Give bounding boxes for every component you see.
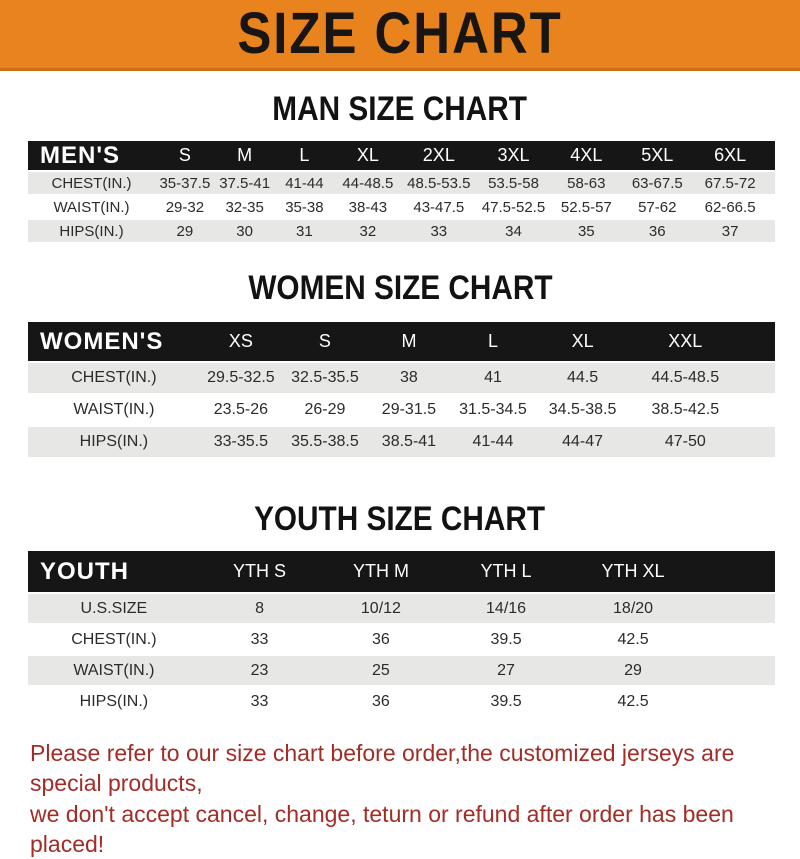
row-label: HIPS(IN.) — [28, 687, 200, 718]
size-value-cell: 32-35 — [215, 196, 275, 220]
size-value-cell: 10/12 — [319, 594, 442, 625]
size-value-cell: 8 — [200, 594, 320, 625]
spacer-cell — [741, 395, 775, 427]
size-value-cell: 35-37.5 — [155, 172, 215, 196]
size-value-cell: 36 — [319, 687, 442, 718]
size-value-cell: 34.5-38.5 — [536, 395, 629, 427]
spacer-cell — [741, 322, 775, 363]
size-chart-banner — [0, 0, 800, 71]
size-column-header: XL — [536, 322, 629, 363]
size-value-cell: 57-62 — [622, 196, 693, 220]
spacer-cell — [767, 141, 775, 172]
size-value-cell: 63-67.5 — [622, 172, 693, 196]
size-value-cell: 38-43 — [334, 196, 401, 220]
mens-size-table — [28, 141, 775, 244]
size-value-cell: 32.5-35.5 — [282, 363, 368, 395]
spacer-cell — [697, 687, 775, 718]
size-value-cell: 36 — [319, 625, 442, 656]
size-value-cell: 33 — [200, 625, 320, 656]
row-label: HIPS(IN.) — [28, 220, 155, 244]
row-label: WAIST(IN.) — [28, 656, 200, 687]
size-value-cell: 44.5 — [536, 363, 629, 395]
size-column-header: S — [282, 322, 368, 363]
womens-header-label: WOMEN'S — [28, 322, 200, 363]
size-value-cell: 36 — [622, 220, 693, 244]
size-value-cell: 41-44 — [450, 427, 536, 459]
size-column-header: S — [155, 141, 215, 172]
size-value-cell: 44-47 — [536, 427, 629, 459]
size-value-cell: 62-66.5 — [693, 196, 768, 220]
youth-section-heading: YOUTH SIZE CHART — [254, 498, 546, 539]
size-value-cell: 44.5-48.5 — [629, 363, 741, 395]
disclaimer-line-1: Please refer to our size chart before order,the customized jerseys are special products, — [30, 740, 735, 797]
row-label: U.S.SIZE — [28, 594, 200, 625]
size-value-cell: 38 — [368, 363, 450, 395]
size-value-cell: 47.5-52.5 — [476, 196, 551, 220]
spacer-cell — [767, 172, 775, 196]
size-value-cell: 42.5 — [570, 687, 697, 718]
mens-header-label: MEN'S — [28, 141, 155, 172]
row-label: WAIST(IN.) — [28, 196, 155, 220]
size-value-cell: 33 — [200, 687, 320, 718]
spacer-cell — [697, 656, 775, 687]
order-disclaimer — [0, 738, 800, 859]
mens-section-heading: MAN SIZE CHART — [272, 88, 528, 129]
table-row — [28, 427, 775, 459]
size-value-cell: 35 — [551, 220, 622, 244]
spacer-cell — [741, 363, 775, 395]
mens-header-row — [28, 141, 775, 172]
size-value-cell: 27 — [443, 656, 570, 687]
size-value-cell: 48.5-53.5 — [401, 172, 476, 196]
size-value-cell: 29.5-32.5 — [200, 363, 282, 395]
size-value-cell: 34 — [476, 220, 551, 244]
table-row — [28, 363, 775, 395]
size-column-header: YTH M — [319, 551, 442, 594]
row-label: WAIST(IN.) — [28, 395, 200, 427]
size-value-cell: 18/20 — [570, 594, 697, 625]
size-column-header: 4XL — [551, 141, 622, 172]
size-value-cell: 35-38 — [275, 196, 335, 220]
size-value-cell: 23 — [200, 656, 320, 687]
size-value-cell: 29-31.5 — [368, 395, 450, 427]
youth-header-row — [28, 551, 775, 594]
size-column-header: YTH S — [200, 551, 320, 594]
size-value-cell: 58-63 — [551, 172, 622, 196]
size-value-cell: 41-44 — [275, 172, 335, 196]
size-value-cell: 37 — [693, 220, 768, 244]
size-column-header: L — [450, 322, 536, 363]
size-value-cell: 33 — [401, 220, 476, 244]
table-row — [28, 625, 775, 656]
size-value-cell: 39.5 — [443, 687, 570, 718]
size-value-cell: 35.5-38.5 — [282, 427, 368, 459]
banner-title: SIZE CHART — [237, 1, 563, 67]
table-row — [28, 172, 775, 196]
table-row — [28, 656, 775, 687]
size-column-header: YTH XL — [570, 551, 697, 594]
spacer-cell — [697, 594, 775, 625]
womens-section-heading: WOMEN SIZE CHART — [247, 267, 553, 308]
row-label: CHEST(IN.) — [28, 363, 200, 395]
row-label: HIPS(IN.) — [28, 427, 200, 459]
size-value-cell: 30 — [215, 220, 275, 244]
size-value-cell: 53.5-58 — [476, 172, 551, 196]
size-value-cell: 38.5-42.5 — [629, 395, 741, 427]
size-value-cell: 23.5-26 — [200, 395, 282, 427]
size-value-cell: 33-35.5 — [200, 427, 282, 459]
size-value-cell: 41 — [450, 363, 536, 395]
size-value-cell: 43-47.5 — [401, 196, 476, 220]
size-value-cell: 29 — [570, 656, 697, 687]
size-column-header: 2XL — [401, 141, 476, 172]
youth-size-table — [28, 551, 775, 718]
disclaimer-line-2: we don't accept cancel, change, teturn or refund after order has been placed! — [30, 800, 734, 858]
size-value-cell: 67.5-72 — [693, 172, 768, 196]
size-value-cell: 14/16 — [443, 594, 570, 625]
row-label: CHEST(IN.) — [28, 625, 200, 656]
size-column-header: XXL — [629, 322, 741, 363]
size-value-cell: 42.5 — [570, 625, 697, 656]
youth-section — [0, 459, 800, 718]
row-label: CHEST(IN.) — [28, 172, 155, 196]
table-row — [28, 395, 775, 427]
womens-size-table — [28, 322, 775, 459]
mens-section — [0, 71, 800, 244]
size-column-header: M — [215, 141, 275, 172]
size-value-cell: 32 — [334, 220, 401, 244]
size-value-cell: 31 — [275, 220, 335, 244]
spacer-cell — [697, 625, 775, 656]
table-row — [28, 594, 775, 625]
size-column-header: 5XL — [622, 141, 693, 172]
size-value-cell: 38.5-41 — [368, 427, 450, 459]
size-value-cell: 31.5-34.5 — [450, 395, 536, 427]
size-value-cell: 26-29 — [282, 395, 368, 427]
size-column-header: L — [275, 141, 335, 172]
table-row — [28, 220, 775, 244]
size-column-header: XL — [334, 141, 401, 172]
womens-header-row — [28, 322, 775, 363]
table-row — [28, 687, 775, 718]
youth-header-label: YOUTH — [28, 551, 200, 594]
spacer-cell — [741, 427, 775, 459]
spacer-cell — [767, 220, 775, 244]
size-column-header: YTH L — [443, 551, 570, 594]
size-value-cell: 52.5-57 — [551, 196, 622, 220]
size-value-cell: 25 — [319, 656, 442, 687]
table-row — [28, 196, 775, 220]
size-value-cell: 37.5-41 — [215, 172, 275, 196]
size-column-header: 3XL — [476, 141, 551, 172]
size-value-cell: 47-50 — [629, 427, 741, 459]
size-value-cell: 29-32 — [155, 196, 215, 220]
size-column-header: M — [368, 322, 450, 363]
size-column-header: 6XL — [693, 141, 768, 172]
spacer-cell — [697, 551, 775, 594]
size-column-header: XS — [200, 322, 282, 363]
size-value-cell: 44-48.5 — [334, 172, 401, 196]
womens-section — [0, 244, 800, 459]
size-value-cell: 39.5 — [443, 625, 570, 656]
size-value-cell: 29 — [155, 220, 215, 244]
spacer-cell — [767, 196, 775, 220]
